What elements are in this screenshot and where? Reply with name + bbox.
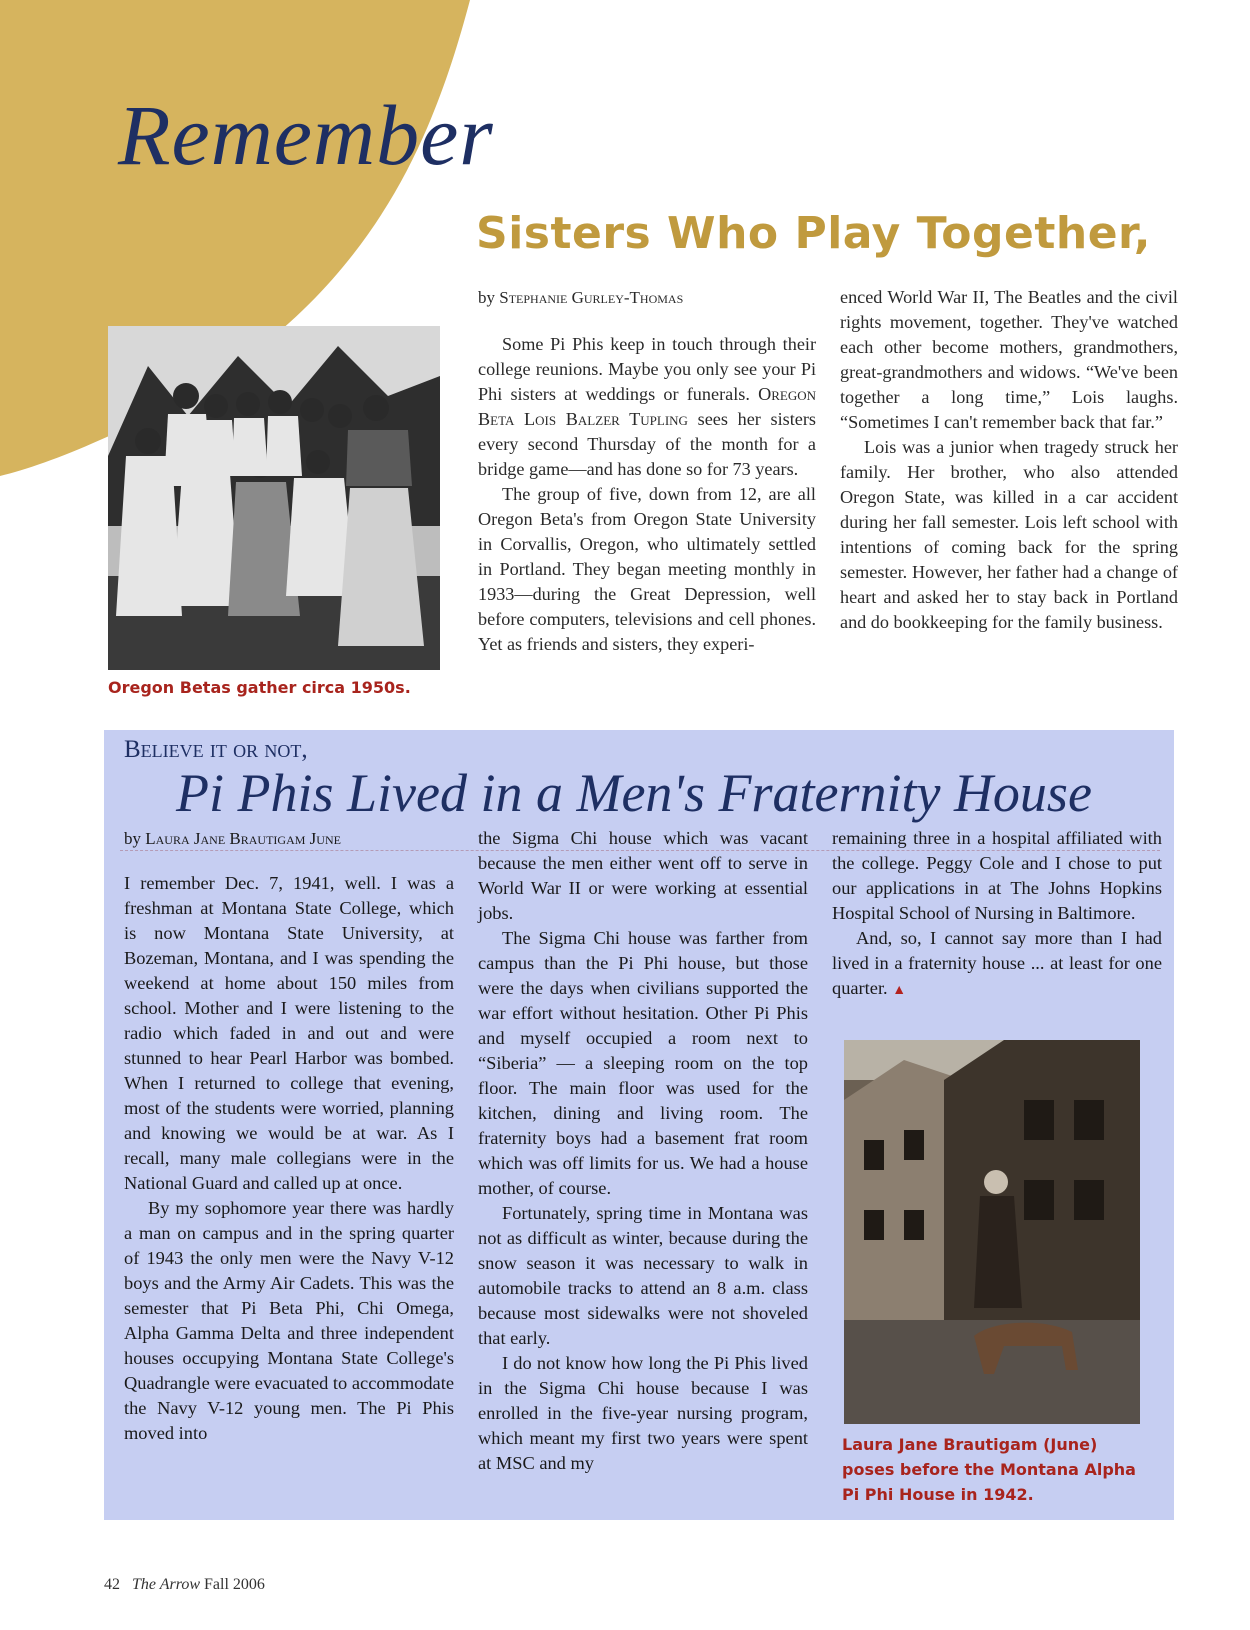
article2-paragraph: the Sigma Chi house which was vacant because the men either went off to serve in World War II or were working at essential jobs. xyxy=(478,828,808,923)
article1-paragraph: The group of five, down from 12, are all Oregon Beta's from Oregon State University in Corvallis, Oregon, who ultimately settled in Portland. They began meeting monthly in 1933—during the Great Depression, well before computers, televisions and cell phones. Yet as friends and sisters, they experi- xyxy=(478,484,816,654)
article2-paragraph: I remember Dec. 7, 1941, well. I was a freshman at Montana State College, which is now Montana State University, at Bozeman, Montana, and I was spending the weekend at home about 150 miles from school. Mother and I were listening to the radio which faded in and out and were stunned to hear Pearl Harbor was bombed. When I returned to college that evening, most of the students were worried, planning and knowing we would be at war. As I recall, many male collegians were in the National Guard and called up at once. xyxy=(124,873,454,1193)
issue-date: Fall 2006 xyxy=(204,1576,265,1593)
article2-author: Laura Jane Brautigam June xyxy=(145,829,341,848)
end-mark-icon: ▲ xyxy=(892,983,907,998)
page-number: 42 xyxy=(104,1576,120,1593)
photo-caption-oregon-betas: Oregon Betas gather circa 1950s. xyxy=(108,678,411,697)
house-photo xyxy=(844,1040,1140,1424)
photo-caption-house: Laura Jane Brautigam (June) poses before the Montana Alpha Pi Phi House in 1942. xyxy=(842,1435,1136,1504)
article1-column-2 xyxy=(840,285,1178,635)
article1-paragraph: Some Pi Phis keep in touch through their college reunions. Maybe you only see your Pi Phi sisters at weddings or funerals. Oregon Beta Lois Balzer Tupling sees her sisters every second Thursday of the month for a bridge game—and has done so for 73 years. xyxy=(478,334,817,479)
page-footer xyxy=(104,1576,265,1594)
article2-headline: Pi Phis Lived in a Men's Fraternity House xyxy=(176,763,1092,823)
article2-paragraph: And, so, I cannot say more than I had lived in a fraternity house ... at least for one quarter. ▲ xyxy=(832,928,1162,998)
article1-byline: by Stephanie Gurley-Thomas xyxy=(478,288,684,307)
article2-column-2 xyxy=(478,826,808,1476)
section-title: Remember xyxy=(118,87,494,183)
article2-column-3 xyxy=(832,826,1162,1003)
article2-byline: by Laura Jane Brautigam June xyxy=(124,829,341,848)
article1-paragraph: enced World War II, The Beatles and the civil rights movement, together. They've watched each other become mothers, grandmothers, great-grandmothers and widows. “We've been together a long time,” Lois laughs. “Sometimes I can't remember back that far.” xyxy=(840,287,1178,432)
group-photo-oregon-betas xyxy=(108,326,440,670)
article2-paragraph: The Sigma Chi house was farther from campus than the Pi Phi house, but those were the days when civilians supported the war effort without hesitation. Other Pi Phis and myself occupied a room next to “Siberia” — a sleeping room on the top floor. The main floor was used for the kitchen, dining and living room. The fraternity boys had a basement frat room which was off limits for us. We had a house mother, of course. xyxy=(478,928,808,1198)
article2-paragraph: Fortunately, spring time in Montana was not as difficult as winter, because during the snow season it was necessary to walk in automobile tracks to attend an 8 a.m. class because most sidewalks were not shoveled that early. xyxy=(478,1203,808,1348)
article1-author: Stephanie Gurley-Thomas xyxy=(499,288,684,307)
article2-column-1 xyxy=(124,826,454,1446)
article2-paragraph: By my sophomore year there was hardly a man on campus and in the spring quarter of 1943 the only men were the Navy V-12 boys and the Army Air Cadets. This was the semester that Pi Beta Phi, Chi Omega, Alpha Gamma Delta and three independent houses occupying Montana State College's Quadrangle were evacuated to accommodate the Navy V-12 young men. The Pi Phis moved into xyxy=(124,1198,454,1443)
article2-kicker: Believe it or not, xyxy=(124,736,308,763)
publication-name: The Arrow xyxy=(132,1576,201,1593)
article1-paragraph: Lois was a junior when tragedy struck her family. Her brother, who also attended Oregon State, was killed in a car accident during her fall semester. Lois left school with intentions of coming back for the spring semester. However, her father had a change of heart and asked her to stay back in Portland and do bookkeeping for the family business. xyxy=(840,437,1178,632)
article1-column-1 xyxy=(478,285,816,657)
article1-headline: Sisters Who Play Together, xyxy=(476,208,1151,259)
article2-paragraph: I do not know how long the Pi Phis lived in the Sigma Chi house because I was enrolled in the five-year nursing program, which meant my first two years were spent at MSC and my xyxy=(478,1353,808,1473)
article2-paragraph: remaining three in a hospital affiliated with the college. Peggy Cole and I chose to put our applications in at The Johns Hopkins Hospital School of Nursing in Baltimore. xyxy=(832,828,1162,923)
